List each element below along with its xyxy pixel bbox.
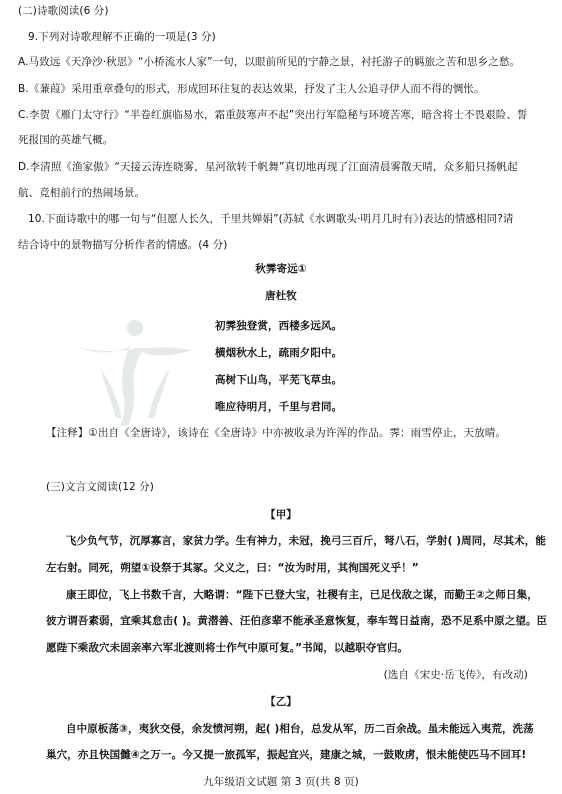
poem-line-3: 高树下山鸟，平芜飞草虫。	[215, 374, 343, 386]
jia-line-1: 飞少负气节，沉厚寡言，家贫力学。生有神力，未冠，挽弓三百斤，弩八石，学射( )周同，尽其术，能	[66, 535, 546, 547]
passage-yi-header: 【乙】	[265, 696, 297, 708]
poem-line-2: 横烟秋水上，疏雨夕阳中。	[215, 347, 343, 359]
poem-line-1: 初霁独登赏，西楼多远风。	[215, 320, 343, 332]
yi-line-2: 巢穴，亦且快国雠④之万一。今又提一旅孤军，振起宜兴，建康之城，一鼓败虏，恨未能使匹马不回耳!	[46, 749, 527, 761]
q9-stem: 9.下列对诗歌理解不正确的一项是(3 分)	[28, 31, 216, 43]
yi-line-1: 自中原板荡③，夷狄交侵，余发愤河朔，起( )相台，总发从军，历二百余战。虽未能远入夷荒，洗荡	[66, 723, 534, 735]
q10-line2: 结合诗中的景物描写分析作者的情感。(4 分)	[18, 239, 228, 251]
poetry-section-title: (二)诗歌阅读(6 分)	[18, 5, 109, 17]
jia-line-4: 彼方谓吾素弱，宜乘其怠击( )。黄潜善、汪伯彦辈不能承圣意恢复，奉车驾日益南，恐不足系中原之望。臣	[46, 615, 548, 627]
classical-section-title: (三)文言文阅读(12 分)	[46, 481, 154, 493]
poem-author: 唐杜牧	[265, 290, 297, 302]
q9-option-b: B.《蒹葭》采用重章叠句的形式，形成回环往复的表达效果，抒发了主人公追寻伊人而不得的惆怅。	[18, 83, 485, 95]
q9-option-c-line1: C.李贺《雁门太守行》“半卷红旗临易水，霜重鼓寒声不起”突出行军隐秘与环境苦寒，暗含将士不畏艰险、誓	[18, 109, 528, 121]
poem-line-4: 唯应待明月，千里与君同。	[215, 401, 343, 413]
watermark-logo	[70, 318, 200, 428]
jia-line-3: 康王即位，飞上书数千言，大略谓：“陛下已登大宝，社稷有主，已足伐敌之谋，而勤王②之师日集，	[66, 589, 538, 601]
passage-jia-header: 【甲】	[265, 509, 297, 521]
jia-line-2: 左右射。同死，朔望①设祭于其冢。父义之，曰：“汝为时用，其徇国死义乎！”	[46, 562, 419, 574]
page-footer: 九年级语文试题 第 3 页(共 8 页)	[203, 776, 359, 788]
poem-title: 秋霁寄远①	[255, 263, 307, 275]
q9-option-a: A.马致远《天净沙·秋思》“小桥流水人家”一句，以眼前所见的宁静之景，衬托游子的羁旅之苦和思乡之愁。	[18, 56, 521, 68]
jia-line-5: 愿陛下乘敌穴未固亲率六军北渡则将士作气中原可复。”书闻，以越职夺官归。	[46, 642, 409, 654]
q9-option-c-line2: 死报国的英雄气概。	[18, 134, 114, 146]
q9-option-d-line1: D.李清照《渔家傲》“天接云涛连晓雾，星河欲转千帆舞”真切地再现了江面清晨雾散天晴，众多船只扬帆起	[18, 161, 518, 173]
q9-option-d-line2: 航、竞相前行的热闹场景。	[18, 187, 146, 199]
q10-line1: 10.下面诗歌中的哪一句与“但愿人长久，千里共婵娟”(苏轼《水调歌头·明月几时有》)表达的情感相同?请	[28, 213, 514, 225]
jia-source: (选自《宋史·岳飞传》，有改动)	[383, 669, 528, 681]
poem-note: 【注释】①出自《全唐诗》，该诗在《全唐诗》中亦被收录为许浑的作品。霁：雨雪停止，天放晴。	[46, 427, 507, 439]
